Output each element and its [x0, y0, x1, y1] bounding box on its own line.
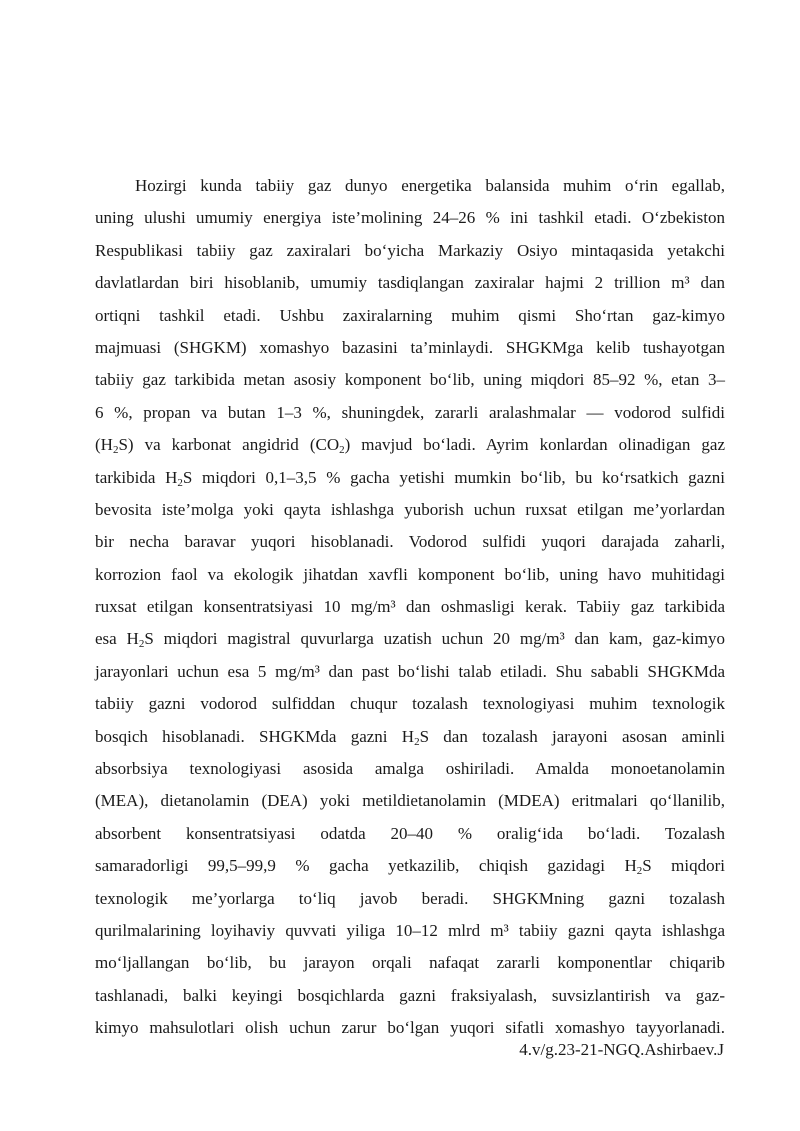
subscript: 2 [177, 476, 183, 489]
text-line: davlatlardan biri hisoblanib, umumiy tasdiqlangan zaxiralar hajmi 2 trillion m³ dan [95, 273, 725, 293]
text-line [95, 623, 725, 655]
text-line: bevosita iste’molga yoki qayta ishlashga yuborish uchun ruxsat etilgan me’yorlardan [95, 499, 725, 519]
text-line: absorbent konsentratsiyasi odatda 20–40 % oralig‘ida bo‘ladi. Tozalash [95, 823, 725, 843]
text-segment: S miqdori magistral quvurlarga uzatish uchun 20 mg/m³ dan kam, gaz-kimyo [144, 629, 725, 649]
text-line: bir necha baravar yuqori hisoblanadi. Vodorod sulfidi yuqori darajada zaharli, [95, 532, 725, 552]
text-line: ruxsat etilgan konsentratsiyasi 10 mg/m³ dan oshmasligi kerak. Tabiiy gaz tarkibida [95, 597, 725, 617]
text-segment: S miqdori [642, 856, 725, 876]
text-line: texnologik me’yorlarga to‘liq javob beradi. SHGKMning gazni tozalash [95, 888, 725, 908]
text-segment: S miqdori 0,1–3,5 % gacha yetishi mumkin bo‘lib, bu ko‘rsatkich gazni [182, 467, 725, 487]
body-paragraph [95, 170, 725, 1045]
text-line [95, 429, 725, 461]
subscript: 2 [138, 638, 145, 651]
text-line: jarayonlari uchun esa 5 mg/m³ dan past bo‘lishi talab etiladi. Shu sababli SHGKMda [95, 661, 725, 681]
text-line: ortiqni tashkil etadi. Ushbu zaxiralarning muhim qismi Sho‘rtan gaz-kimyo [95, 305, 725, 325]
subscript: 2 [112, 444, 119, 457]
text-line: tashlanadi, balki keyingi bosqichlarda gazni fraksiyalash, suvsizlantirish va gaz- [95, 985, 725, 1005]
text-line [95, 721, 725, 753]
text-line: absorbsiya texnologiyasi asosida amalga oshiriladi. Amalda monoetanolamin [95, 759, 725, 779]
text-line: Hozirgi kunda tabiiy gaz dunyo energetika balansida muhim o‘rin egallab, [135, 176, 725, 195]
document-reference: 4.v/g.23-21-NGQ.Ashirbaev.J [519, 1040, 724, 1059]
subscript: 2 [636, 865, 643, 878]
subscript: 2 [339, 444, 345, 457]
text-line: mo‘ljallangan bo‘lib, bu jarayon orqali nafaqat zararli komponentlar chiqarib [95, 953, 725, 973]
text-line: qurilmalarining loyihaviy quvvati yiliga 10–12 mlrd m³ tabiiy gazni qayta ishlashga [95, 920, 725, 940]
text-line: 6 %, propan va butan 1–3 %, shuningdek, zararli aralashmalar — vodorod sulfidi [95, 402, 725, 422]
text-line: uning ulushi umumiy energiya iste’molining 24–26 % ini tashkil etadi. O‘zbekiston [95, 208, 725, 228]
text-line: Respublikasi tabiiy gaz zaxiralari bo‘yicha Markaziy Osiyo mintaqasida yetakchi [95, 240, 725, 260]
text-line: majmuasi (SHGKM) xomashyo bazasini ta’minlaydi. SHGKMga kelib tushayotgan [95, 337, 725, 357]
text-line: korrozion faol va ekologik jihatdan xavfli komponent bo‘lib, uning havo muhitidagi [95, 564, 725, 584]
subscript: 2 [414, 735, 420, 748]
text-line: tabiiy gazni vodorod sulfiddan chuqur tozalash texnologiyasi muhim texnologik [95, 694, 725, 714]
text-segment: samaradorligi 99,5–99,9 % gacha yetkazilib, chiqish gazidagi H [95, 856, 637, 876]
text-line: tabiiy gaz tarkibida metan asosiy komponent bo‘lib, uning miqdori 85–92 %, etan 3– [95, 370, 725, 390]
text-segment: (H [95, 435, 113, 455]
text-line: (MEA), dietanolamin (DEA) yoki metildietanolamin (MDEA) eritmalari qo‘llanilib, [95, 791, 725, 811]
text-line [95, 850, 725, 882]
text-line [95, 462, 725, 494]
text-line: kimyo mahsulotlari olish uchun zarur bo‘lgan yuqori sifatli xomashyo tayyorlanadi. [95, 1018, 725, 1038]
text-segment: ) mavjud bo‘ladi. Ayrim konlardan olinadigan gaz [344, 435, 725, 455]
text-segment: tarkibida H [95, 467, 178, 487]
text-segment: S dan tozalash jarayoni asosan aminli [419, 726, 725, 746]
text-segment: bosqich hisoblanadi. SHGKMda gazni H [95, 726, 415, 746]
text-segment: S) va karbonat angidrid (CO [118, 435, 340, 455]
text-segment: esa H [95, 629, 139, 649]
